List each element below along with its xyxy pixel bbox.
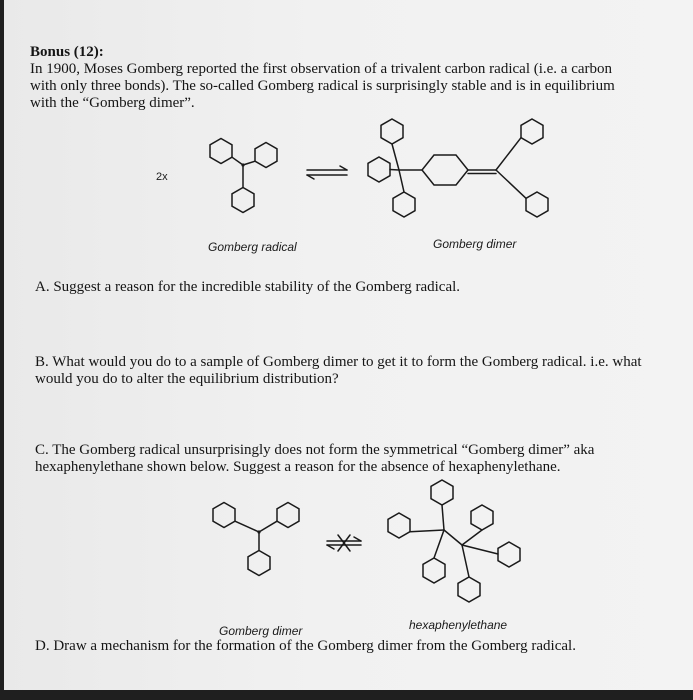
question-d: D. Draw a mechanism for the formation of the Gomberg dimer from the Gomberg radical. (35, 638, 576, 654)
worksheet-page (4, 0, 693, 690)
coefficient-2x: 2x (156, 171, 168, 183)
question-c-line-1: C. The Gomberg radical unsurprisingly does not form the symmetrical “Gomberg dimer” aka (35, 442, 595, 458)
label-hexaphenylethane: hexaphenylethane (409, 618, 508, 632)
label-gomberg-dimer-2: Gomberg dimer (219, 624, 303, 638)
gomberg-dimer-structure (368, 119, 548, 217)
question-b-line-1: B. What would you do to a sample of Gomberg dimer to get it to form the Gomberg radical. i.e. what (35, 354, 642, 370)
structure-drawings (4, 0, 693, 690)
bonus-heading: Bonus (12): (30, 44, 104, 60)
gomberg-radical-structure (210, 139, 277, 213)
intro-line-2: with only three bonds). The so-called Gomberg radical is surprisingly stable and is in equilibrium (30, 78, 615, 94)
crossed-arrow (327, 535, 361, 551)
label-gomberg-radical: Gomberg radical (208, 240, 297, 254)
question-b-line-2: would you do to alter the equilibrium distribution? (35, 371, 339, 387)
intro-line-3: with the “Gomberg dimer”. (30, 95, 195, 111)
question-c-line-2: hexaphenylethane shown below. Suggest a reason for the absence of hexaphenylethane. (35, 459, 561, 475)
question-a: A. Suggest a reason for the incredible stability of the Gomberg radical. (35, 279, 461, 295)
hexaphenylethane-structure (388, 480, 520, 602)
equilibrium-arrow (307, 166, 347, 179)
gomberg-radical-structure-2 (213, 503, 299, 576)
intro-line-1: In 1900, Moses Gomberg reported the first observation of a trivalent carbon radical (i.e. a carbon (30, 61, 613, 77)
label-gomberg-dimer: Gomberg dimer (433, 237, 517, 251)
